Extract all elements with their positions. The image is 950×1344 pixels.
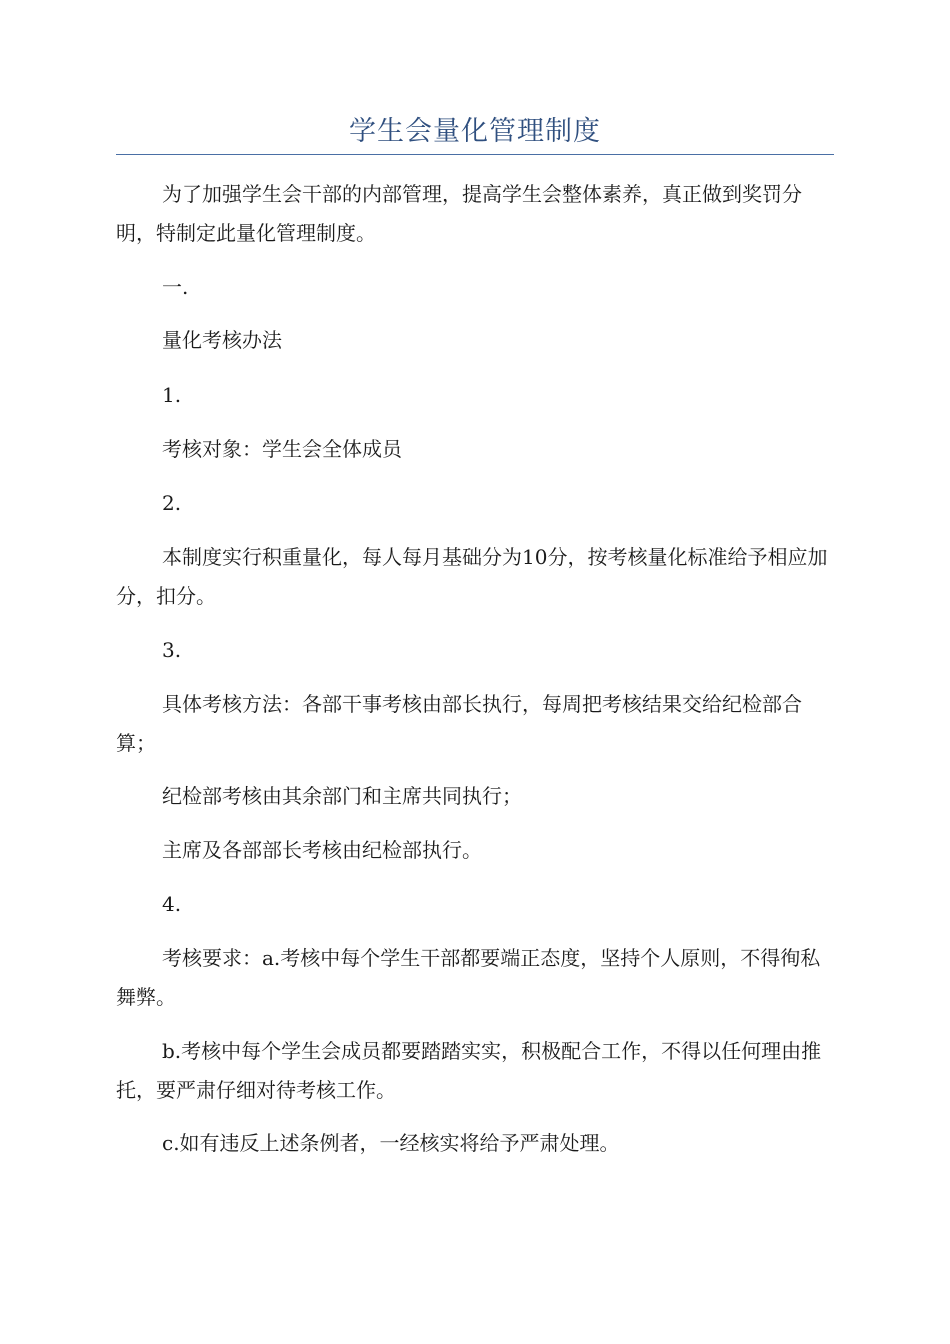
document-title: 学生会量化管理制度 <box>349 116 601 147</box>
paragraph-requirement-a: 考核要求：a.考核中每个学生干部都要端正态度，坚持个人原则，不得徇私舞弊。 <box>116 946 821 1009</box>
item-number-4: 4. <box>162 892 182 916</box>
section-number-1: 一. <box>162 275 189 299</box>
paragraph-intro: 为了加强学生会干部的内部管理，提高学生会整体素养，真正做到奖罚分明，特制定此量化管理制度。 <box>116 182 802 245</box>
paragraph-discipline: 纪检部考核由其余部门和主席共同执行； <box>162 784 522 808</box>
paragraph-method: 具体考核方法：各部干事考核由部长执行，每周把考核结果交给纪检部合算； <box>116 692 802 755</box>
item-number-3: 3. <box>162 638 182 662</box>
section-heading: 量化考核办法 <box>162 328 282 352</box>
item-number-2: 2. <box>162 491 182 515</box>
title-underline <box>116 154 834 155</box>
paragraph-requirement-b: b.考核中每个学生会成员都要踏踏实实，积极配合工作，不得以任何理由推托，要严肃仔细对待考核工作。 <box>116 1039 822 1102</box>
item-number-1: 1. <box>162 383 182 407</box>
paragraph-chair: 主席及各部部长考核由纪检部执行。 <box>162 838 482 862</box>
paragraph-scoring: 本制度实行积重量化，每人每月基础分为10分，按考核量化标准给予相应加分，扣分。 <box>116 545 828 608</box>
paragraph-requirement-c: c.如有违反上述条例者，一经核实将给予严肃处理。 <box>162 1131 620 1155</box>
paragraph-target: 考核对象：学生会全体成员 <box>162 437 402 461</box>
